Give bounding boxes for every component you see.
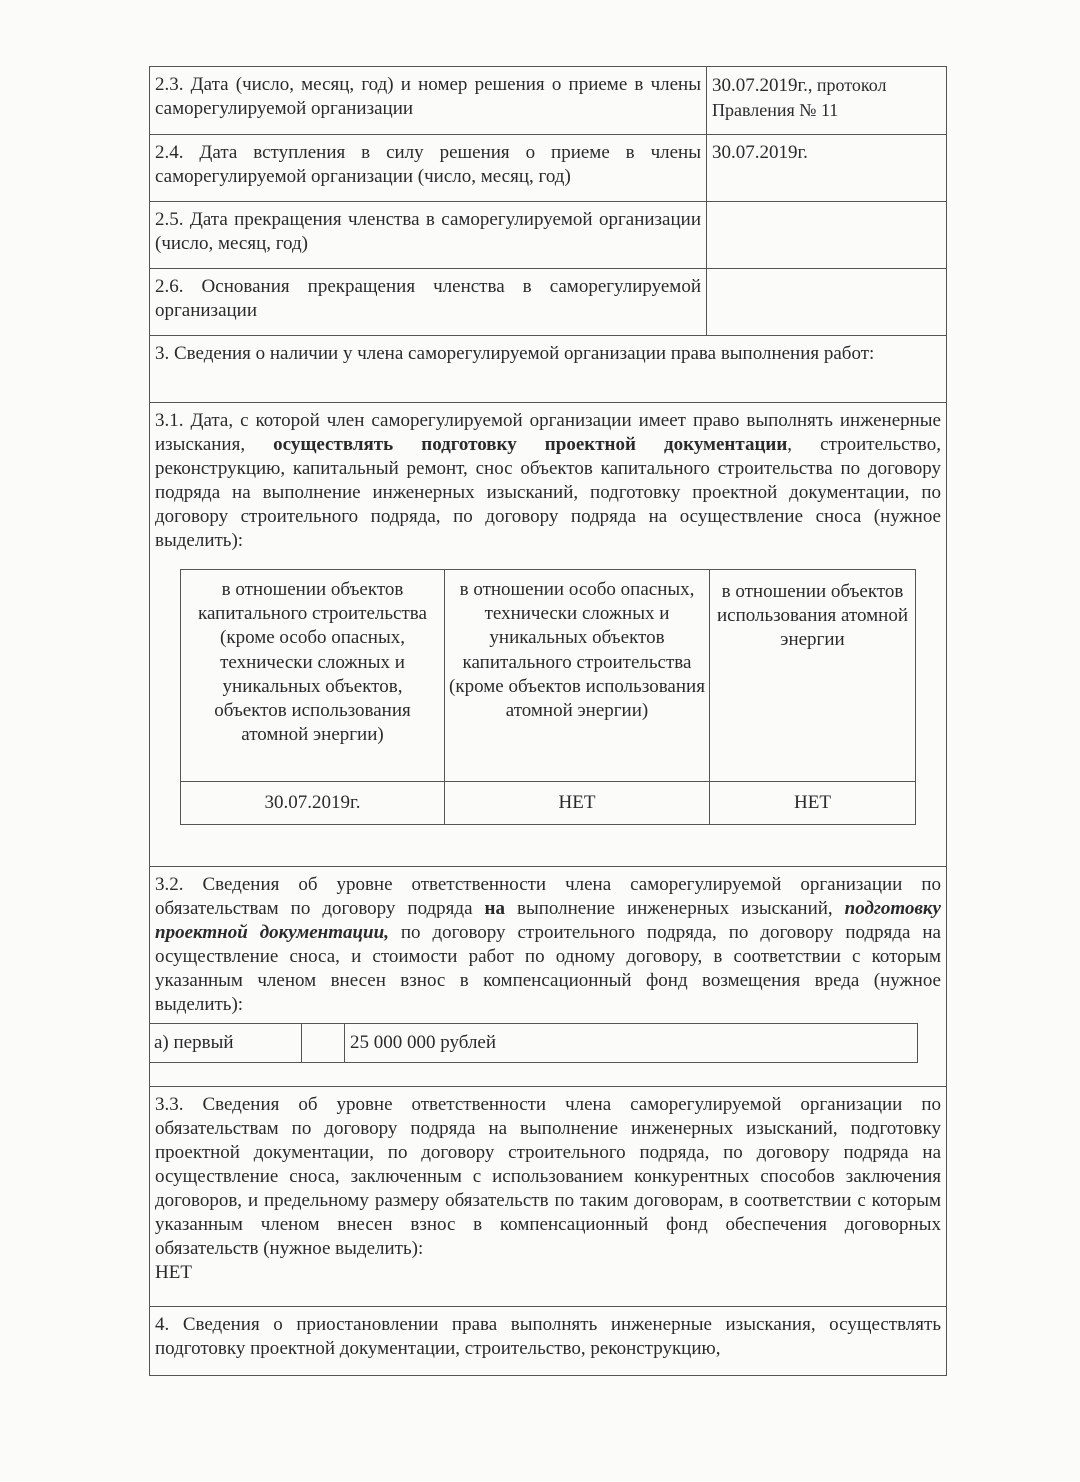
row-2-6-label: 2.6. Основания прекращения членства в саморегулируемой организации bbox=[155, 276, 701, 321]
row-2-3 bbox=[150, 67, 946, 135]
section-3-1-text: 3.1. Дата, с которой член саморегулируемой организации имеет право выполнять инженерные изыскания, осуществлять подготовку проектной документации, строительство, реконструкцию, капитальный ремонт, снос объектов капитального строительства по договору подряда на выполнение инженерных изысканий, подготовку проектной документации, по договору строительного подряда, по договору подряда на осуществление сноса (нужное выделить): bbox=[155, 410, 941, 551]
rights-value-capital: 30.07.2019г. bbox=[181, 782, 445, 824]
section-3-label: 3. Сведения о наличии у члена саморегулируемой организации права выполнения работ: bbox=[155, 343, 875, 364]
section-3-3-text: 3.3. Сведения об уровне ответственности члена саморегулируемой организации по обязательствам по договору подряда на выполнение инженерных изысканий, подготовку проектной документации, по договору строительного подряда, по договору подряда на осуществление сноса, заключенным с использованием конкурентных способов заключения договоров, и предельному размеру обязательств по таким договорам, в соответствии с которым указанным членом внесен взнос в компенсационный фонд обеспечения договорных обязательств (нужное выделить): bbox=[155, 1094, 941, 1259]
row-2-4-value: 30.07.2019г. bbox=[712, 142, 808, 163]
row-2-3-protocol-number: Правления № 11 bbox=[712, 100, 839, 120]
liability-level-name: а) первый bbox=[150, 1024, 302, 1062]
liability-level-mark bbox=[302, 1024, 345, 1062]
section-3-2-text: 3.2. Сведения об уровне ответственности члена саморегулируемой организации по обязательствам по договору подряда на выполнение инженерных изысканий, подготовку проектной документации, по договору строительного подряда, по договору подряда на осуществление сноса, и стоимости работ по одному договору, в соответствии с которым указанным членом внесен взнос в компенсационный фонд возмещения вреда (нужное выделить): bbox=[155, 874, 941, 1015]
row-2-4-label: 2.4. Дата вступления в силу решения о приеме в члены саморегулируемой организации (число, месяц, год) bbox=[155, 142, 701, 187]
liability-level-amount: 25 000 000 рублей bbox=[345, 1024, 918, 1062]
row-2-6 bbox=[150, 269, 946, 336]
membership-table bbox=[149, 66, 947, 1376]
section-3-3 bbox=[150, 1087, 946, 1307]
rights-column-capital: в отношении объектов капитального строительства (кроме особо опасных, технически сложных и уникальных объектов, объектов использования атомной энергии) bbox=[181, 570, 445, 782]
row-2-3-date: 30.07.2019г. bbox=[712, 75, 808, 96]
rights-column-atomic: в отношении объектов использования атомной энергии bbox=[710, 570, 915, 782]
row-2-3-protocol: , протокол bbox=[807, 75, 887, 95]
section-3-3-answer: НЕТ bbox=[155, 1262, 192, 1283]
section-3-1 bbox=[150, 403, 946, 867]
rights-column-dangerous: в отношении особо опасных, технически сложных и уникальных объектов капитального строительства (кроме объектов использования атомной энергии) bbox=[445, 570, 710, 782]
row-2-5-label: 2.5. Дата прекращения членства в саморегулируемой организации (число, месяц, год) bbox=[155, 209, 701, 254]
section-4 bbox=[150, 1307, 946, 1375]
section-3-1-bold: осуществлять подготовку проектной документации bbox=[273, 434, 788, 455]
row-2-3-value bbox=[712, 73, 941, 122]
rights-value-atomic: НЕТ bbox=[794, 792, 831, 813]
rights-date-table bbox=[180, 569, 916, 825]
rights-value-dangerous: НЕТ bbox=[445, 782, 710, 824]
section-3-2 bbox=[150, 867, 946, 1087]
liability-level-table bbox=[150, 1023, 918, 1063]
section-3-2-bold-italic: подготовку проектной документации, bbox=[155, 898, 941, 943]
row-2-4 bbox=[150, 135, 946, 202]
row-2-5 bbox=[150, 202, 946, 269]
section-3-2-bold: на bbox=[484, 898, 505, 919]
row-2-3-label: 2.3. Дата (число, месяц, год) и номер решения о приеме в члены саморегулируемой организации bbox=[155, 74, 701, 119]
section-4-text: 4. Сведения о приостановлении права выполнять инженерные изыскания, осуществлять подготовку проектной документации, строительство, реконструкцию, bbox=[155, 1314, 941, 1359]
section-3 bbox=[150, 336, 946, 403]
